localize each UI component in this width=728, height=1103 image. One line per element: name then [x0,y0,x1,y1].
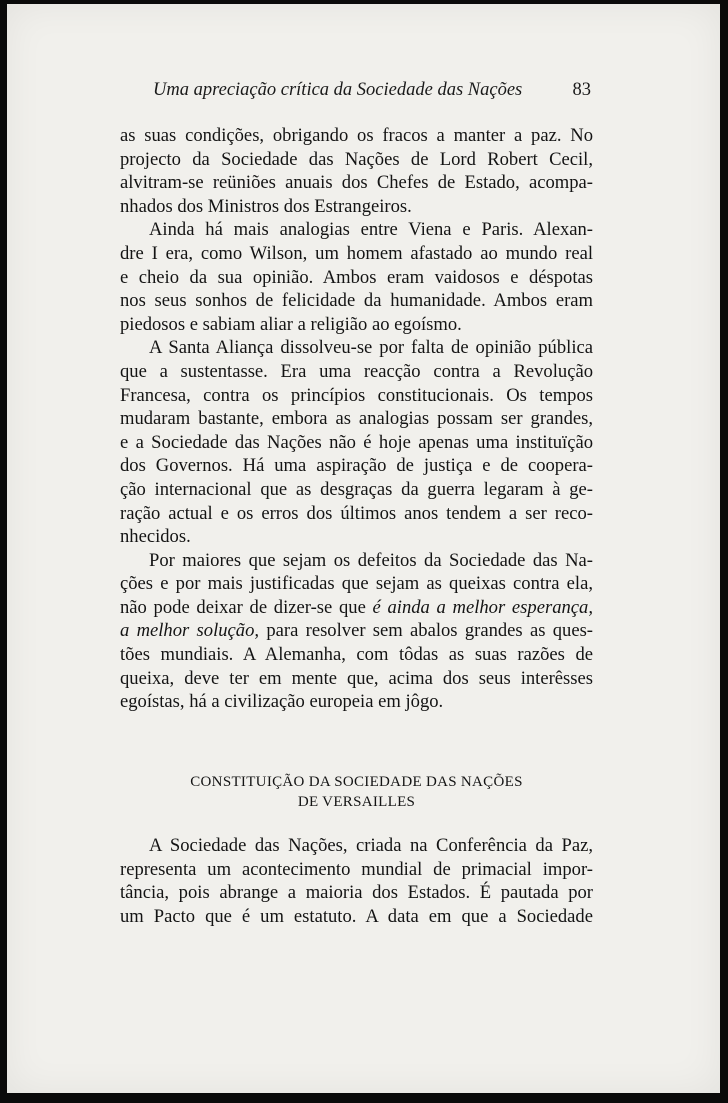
paragraph [120,834,593,928]
text-line: A Santa Aliança dissolveu-se por falta de opinião pública [149,337,593,359]
emphasis-text: a melhor solução, [120,620,260,642]
text-line: ções e por mais justificadas que sejam as queixas contra ela, [120,573,593,595]
text-line: representa um acontecimento mundial de primacial impor- [120,858,593,880]
section-heading-line: CONSTITUIÇÃO DA SOCIEDADE DAS NAÇÕES [190,774,523,790]
text-line: Por maiores que sejam os defeitos da Sociedade das Na- [149,549,593,571]
text-line: projecto da Sociedade das Nações de Lord Robert Cecil, [120,148,593,170]
book-page [7,4,720,1093]
section-heading [120,772,593,812]
page-number: 83 [572,80,591,100]
section-heading-line: DE VERSAILLES [297,794,416,810]
text-line [120,619,593,643]
text-line: dos Governos. Há uma aspiração de justiça e de coopera- [120,455,593,477]
text-line: um Pacto que é um estatuto. A data em que a Sociedade [120,905,593,927]
text-line: nos seus sonhos de felicidade da humanidade. Ambos eram [120,290,593,312]
text-line: queixa, deve ter em mente que, acima dos seus interêsses [120,667,593,689]
text-line: as suas condições, obrigando os fracos a manter a paz. No [120,125,593,146]
paragraph [120,218,593,336]
paragraph [120,336,593,548]
text-line: mudaram bastante, embora as analogias possam ser grandes, [120,408,593,430]
paragraph [120,549,593,714]
text-line: Francesa, contra os princípios constitucionais. Os tempos [120,384,593,406]
emphasis-text: é ainda a melhor esperança, [372,596,593,618]
text-line: nhecidos. [120,526,191,548]
paragraph [120,124,593,218]
text-line: e a Sociedade das Nações não é hoje apenas uma instituïção [120,431,593,453]
text-line: A Sociedade das Nações, criada na Conferência da Paz, [149,835,593,856]
text-line: tões mundiais. A Alemanha, com tôdas as suas razões de [120,644,593,666]
text-line: Ainda há mais analogias entre Viena e Paris. Alexan- [149,219,593,241]
text-line: piedosos e sabiam aliar a religião ao egoísmo. [120,313,462,335]
text-line: ção internacional que as desgraças da guerra legaram à ge- [120,478,593,500]
text-run: não pode deixar de dizer-se que [120,596,366,618]
running-header [153,80,591,101]
text-line: e cheio da sua opinião. Ambos eram vaidosos e déspotas [120,266,593,288]
body-text-bottom [120,834,593,928]
text-line: alvitram-se reüniões anuais dos Chefes de Estado, acompa- [120,172,593,194]
text-line [120,596,593,620]
text-line: dre I era, como Wilson, um homem afastado ao mundo real [120,242,593,264]
text-line: que a sustentasse. Era uma reacção contra a Revolução [120,360,593,382]
text-line: tância, pois abrange a maioria dos Estados. É pautada por [120,882,593,904]
running-title: Uma apreciação crítica da Sociedade das Nações [153,80,523,100]
text-line: nhados dos Ministros dos Estrangeiros. [120,195,412,217]
body-text-top [120,124,593,714]
text-line: egoístas, há a civilização europeia em jôgo. [120,691,444,713]
text-line: ração actual e os erros dos últimos anos tendem a ser reco- [120,502,593,524]
text-run: para resolver sem abalos grandes as ques- [266,620,593,642]
